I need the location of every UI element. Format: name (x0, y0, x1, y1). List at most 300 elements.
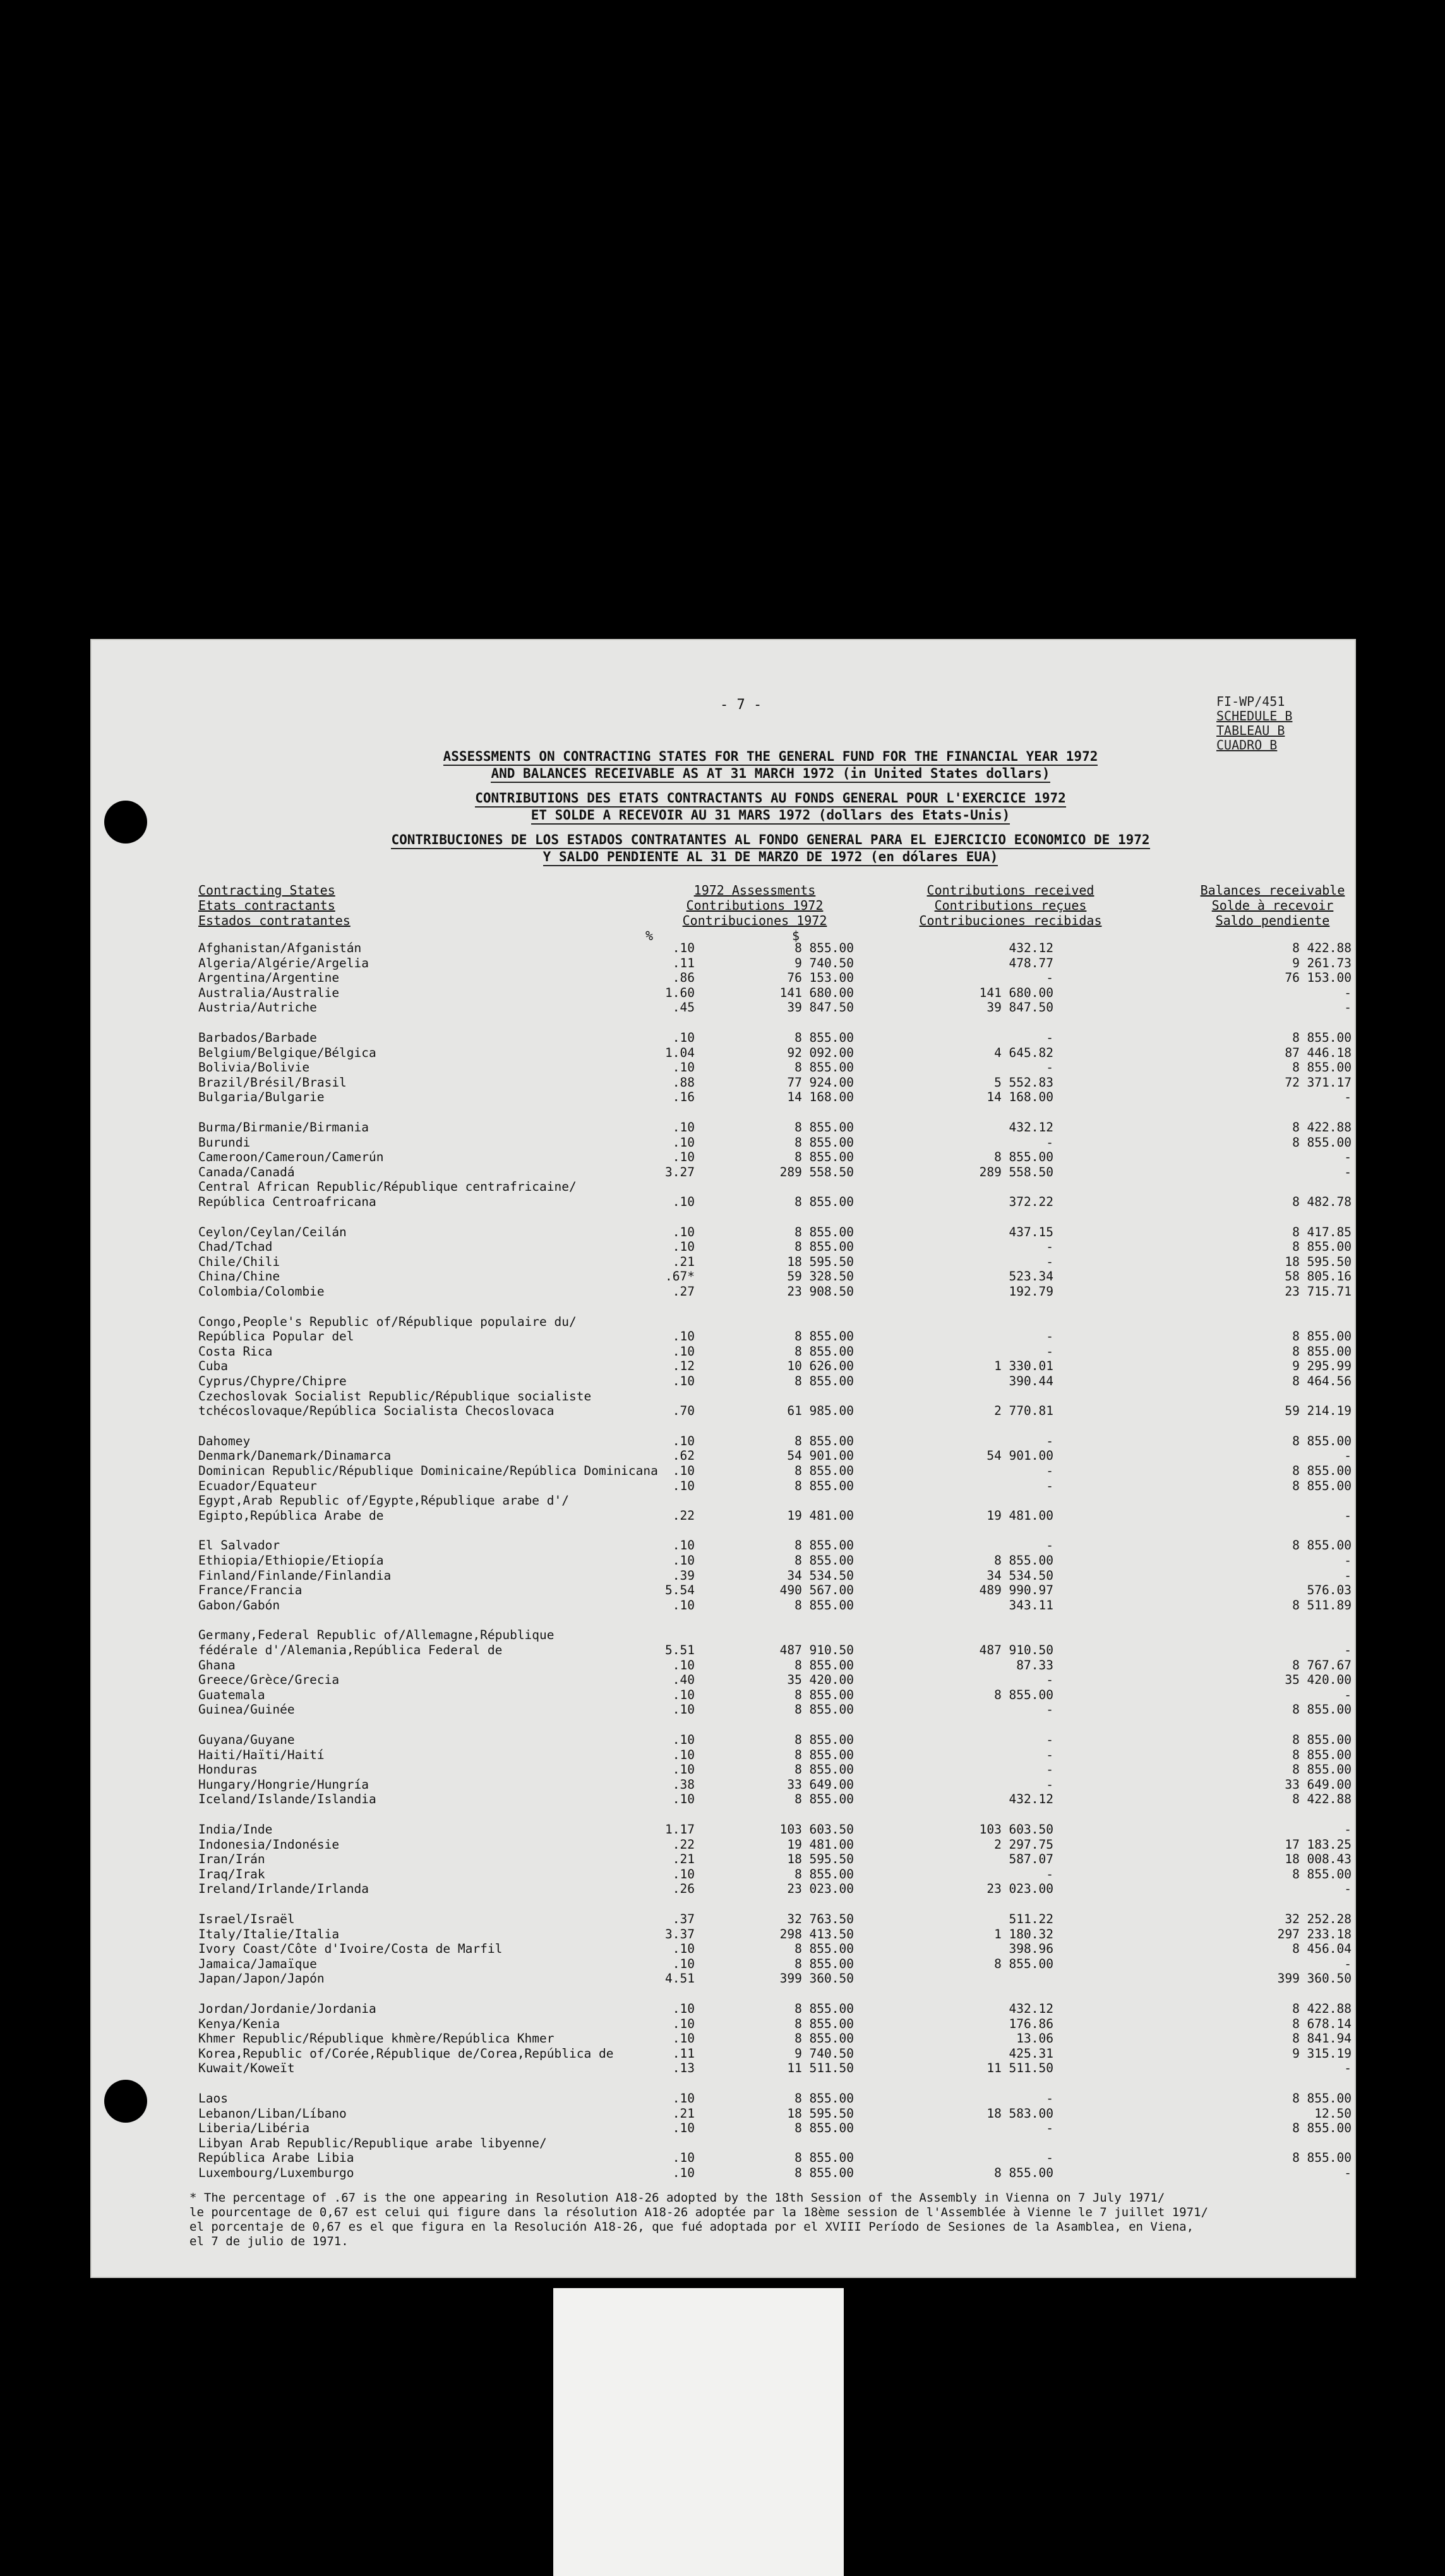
assessment-percent: .45 (672, 1000, 695, 1015)
contributions-received: 587.07 (1009, 1852, 1053, 1866)
state-name: Australia/Australie (198, 986, 340, 1000)
state-name: Ethiopia/Ethiopie/Etiopía (198, 1553, 384, 1568)
assessment-percent: 3.37 (665, 1927, 695, 1941)
balance-receivable: 8 678.14 (1292, 2017, 1352, 2031)
contributions-received: - (1046, 1135, 1053, 1150)
contributions-received: - (1046, 1479, 1053, 1493)
contributions-received: 432.12 (1009, 941, 1053, 955)
assessment-amount (714, 1179, 854, 1195)
assessment-amount: 33 649.00 (787, 1777, 854, 1792)
assessment-percent: .10 (672, 1434, 695, 1448)
assessment-percent: .10 (672, 1598, 695, 1613)
assessment-percent: .10 (672, 1120, 695, 1135)
balance-receivable: 8 855.00 (1292, 1867, 1352, 1881)
state-name: Barbados/Barbade (198, 1030, 317, 1045)
state-name: Afghanistan/Afganistán (198, 941, 362, 955)
contributions-received: - (1046, 1464, 1053, 1478)
assessment-percent: .10 (672, 1867, 695, 1881)
state-name: Costa Rica (198, 1344, 273, 1359)
assessment-percent (638, 1179, 695, 1195)
contributions-received: 87.33 (1016, 1658, 1053, 1673)
assessment-percent: .26 (672, 1881, 695, 1896)
contributions-received: 343.11 (1009, 1598, 1053, 1613)
assessment-amount: 8 855.00 (794, 1434, 854, 1448)
assessment-amount: 14 168.00 (787, 1090, 854, 1104)
contributions-received: 8 855.00 (994, 1553, 1053, 1568)
assessment-amount: 8 855.00 (794, 2031, 854, 2046)
assessment-amount: 8 855.00 (794, 1732, 854, 1747)
assessment-percent: .10 (672, 1374, 695, 1388)
state-name: Austria/Autriche (198, 1000, 317, 1015)
assessment-amount: 8 855.00 (794, 1957, 854, 1971)
contributions-received (909, 1315, 1053, 1330)
state-name: Lebanon/Liban/Líbano (198, 2106, 347, 2121)
balance-receivable (1202, 1493, 1352, 1508)
contributions-received: - (1046, 1255, 1053, 1269)
balance-receivable (1202, 1315, 1352, 1330)
assessment-amount: 8 855.00 (794, 1538, 854, 1553)
assessment-amount: 8 855.00 (794, 1120, 854, 1135)
contributions-received: 1 330.01 (994, 1359, 1053, 1373)
assessment-percent: 5.51 (665, 1643, 695, 1657)
state-name: Libyan Arab Republic/Republique arabe libyenne/ (198, 2136, 547, 2150)
contributions-received: 4 645.82 (994, 1046, 1053, 1060)
balance-receivable: - (1344, 1957, 1352, 1971)
balance-receivable: 8 855.00 (1292, 1748, 1352, 1762)
state-name: Chad/Tchad (198, 1239, 273, 1254)
assessment-percent: .10 (672, 1150, 695, 1164)
balance-receivable: 8 767.67 (1292, 1658, 1352, 1673)
contributions-received: 18 583.00 (986, 2106, 1053, 2121)
state-name: Finland/Finlande/Finlandia (198, 1568, 392, 1583)
assessment-amount: 8 855.00 (794, 1762, 854, 1777)
assessment-amount: 8 855.00 (794, 2017, 854, 2031)
state-name: Argentina/Argentine (198, 970, 340, 985)
contributions-received: 39 847.50 (986, 1000, 1053, 1015)
header-received: Contributions received Contributions reçues Contribuciones recibidas (919, 883, 1102, 928)
assessment-amount: 8 855.00 (794, 1867, 854, 1881)
assessment-percent: .10 (672, 1941, 695, 1956)
balance-receivable: - (1344, 986, 1352, 1000)
contributions-received: 390.44 (1009, 1374, 1053, 1388)
contributions-received: - (1046, 1673, 1053, 1687)
assessment-percent: .10 (672, 2166, 695, 2180)
assessment-amount: 289 558.50 (779, 1165, 854, 1179)
assessment-percent: .10 (672, 1060, 695, 1075)
punch-hole (104, 2080, 147, 2123)
state-name: Guatemala (198, 1688, 265, 1702)
assessment-amount (714, 1315, 854, 1330)
state-name: Hungary/Hongrie/Hungría (198, 1777, 369, 1792)
assessment-percent: .10 (672, 1135, 695, 1150)
contributions-received: - (1046, 1732, 1053, 1747)
assessment-percent: .10 (672, 2121, 695, 2135)
balance-receivable: 8 456.04 (1292, 1941, 1352, 1956)
assessment-amount: 103 603.50 (779, 1822, 854, 1837)
state-name: fédérale d'/Alemania,República Federal de (198, 1643, 503, 1657)
contributions-received: 34 534.50 (986, 1568, 1053, 1583)
assessment-percent: .10 (672, 1553, 695, 1568)
contributions-received (909, 1628, 1053, 1643)
state-name: India/Inde (198, 1822, 273, 1837)
contributions-received (909, 2136, 1053, 2151)
contributions-received: - (1046, 970, 1053, 985)
assessment-percent: .10 (672, 1538, 695, 1553)
balance-receivable: - (1344, 1508, 1352, 1523)
assessment-amount: 298 413.50 (779, 1927, 854, 1941)
balance-receivable: 33 649.00 (1285, 1777, 1352, 1792)
contributions-received: 2 297.75 (994, 1837, 1053, 1852)
balance-receivable: 12.50 (1314, 2106, 1352, 2121)
assessment-amount: 8 855.00 (794, 1195, 854, 1209)
assessment-amount: 18 595.50 (787, 1852, 854, 1866)
assessment-amount: 77 924.00 (787, 1075, 854, 1090)
balance-receivable: 9 261.73 (1292, 956, 1352, 970)
state-name: Egipto,República Arabe de (198, 1508, 384, 1523)
punch-hole (104, 801, 147, 844)
contributions-received: 14 168.00 (986, 1090, 1053, 1104)
assessment-amount: 19 481.00 (787, 1837, 854, 1852)
assessment-amount: 8 855.00 (794, 2150, 854, 2165)
balance-receivable: 8 855.00 (1292, 1239, 1352, 1254)
balance-receivable: 8 855.00 (1292, 1702, 1352, 1717)
balance-receivable: 59 214.19 (1285, 1404, 1352, 1418)
contributions-received: 141 680.00 (979, 986, 1053, 1000)
state-name: Kenya/Kenia (198, 2017, 280, 2031)
assessment-amount: 59 328.50 (787, 1269, 854, 1284)
assessment-percent: .10 (672, 1688, 695, 1702)
contributions-received: 2 770.81 (994, 1404, 1053, 1418)
balance-receivable: 8 464.56 (1292, 1374, 1352, 1388)
assessment-percent: 1.60 (665, 986, 695, 1000)
assessment-percent: .10 (672, 1792, 695, 1806)
assessment-percent: .10 (672, 2017, 695, 2031)
assessment-percent: .10 (672, 1195, 695, 1209)
balance-receivable: 8 855.00 (1292, 1030, 1352, 1045)
balance-receivable: 8 511.89 (1292, 1598, 1352, 1613)
balance-receivable: - (1344, 1150, 1352, 1164)
assessment-percent (638, 1493, 695, 1508)
state-name: China/Chine (198, 1269, 280, 1284)
state-name: Colombia/Colombie (198, 1284, 325, 1299)
balance-receivable: 8 422.88 (1292, 1120, 1352, 1135)
assessment-percent: .38 (672, 1777, 695, 1792)
state-name: Luxembourg/Luxemburgo (198, 2166, 354, 2180)
assessment-amount: 8 855.00 (794, 1030, 854, 1045)
contributions-received: - (1046, 2150, 1053, 2165)
state-name: Ivory Coast/Côte d'Ivoire/Costa de Marfil (198, 1941, 503, 1956)
state-name: Cameroon/Cameroun/Camerún (198, 1150, 384, 1164)
assessment-percent: .10 (672, 1329, 695, 1344)
assessment-amount: 8 855.00 (794, 1329, 854, 1344)
assessment-percent: .37 (672, 1912, 695, 1926)
contributions-received: 398.96 (1009, 1941, 1053, 1956)
assessment-amount: 8 855.00 (794, 1060, 854, 1075)
balance-receivable: - (1344, 2166, 1352, 2180)
assessment-amount: 8 855.00 (794, 1688, 854, 1702)
balance-receivable: 8 422.88 (1292, 941, 1352, 955)
assessment-amount: 8 855.00 (794, 1344, 854, 1359)
contributions-received: - (1046, 1030, 1053, 1045)
balance-receivable: 18 595.50 (1285, 1255, 1352, 1269)
state-name: Liberia/Libéria (198, 2121, 310, 2135)
contributions-received: 489 990.97 (979, 1583, 1053, 1597)
balance-receivable: - (1344, 1165, 1352, 1179)
balance-receivable: 8 855.00 (1292, 1762, 1352, 1777)
balance-receivable: 8 417.85 (1292, 1225, 1352, 1239)
balance-receivable: 8 855.00 (1292, 2150, 1352, 2165)
contributions-received: - (1046, 1748, 1053, 1762)
balance-receivable: - (1344, 2061, 1352, 2075)
state-name: Algeria/Algérie/Argelia (198, 956, 369, 970)
state-name: Bulgaria/Bulgarie (198, 1090, 325, 1104)
state-name: República Arabe Libia (198, 2150, 354, 2165)
state-name: Iceland/Islande/Islandia (198, 1792, 376, 1806)
contributions-received: 8 855.00 (994, 2166, 1053, 2180)
assessment-percent: .10 (672, 1464, 695, 1478)
assessment-amount: 8 855.00 (794, 2091, 854, 2106)
balance-receivable: - (1344, 1688, 1352, 1702)
assessment-percent: .40 (672, 1673, 695, 1687)
state-name: Bolivia/Bolivie (198, 1060, 310, 1075)
assessment-percent: .10 (672, 2150, 695, 2165)
assessment-percent: .10 (672, 1762, 695, 1777)
contributions-received: 372.22 (1009, 1195, 1053, 1209)
contributions-received (909, 1493, 1053, 1508)
document-titles (379, 749, 1162, 874)
assessment-percent: .88 (672, 1075, 695, 1090)
header-percent-symbol: % (645, 928, 654, 943)
balance-receivable: 8 855.00 (1292, 1479, 1352, 1493)
assessment-amount: 8 855.00 (794, 2166, 854, 2180)
assessment-percent: .10 (672, 1239, 695, 1254)
state-name: Gabon/Gabón (198, 1598, 280, 1613)
assessment-amount: 76 153.00 (787, 970, 854, 985)
assessment-amount: 399 360.50 (779, 1971, 854, 1986)
assessment-amount (714, 2136, 854, 2151)
assessment-percent: .10 (672, 941, 695, 955)
contributions-received: - (1046, 1344, 1053, 1359)
assessment-amount: 8 855.00 (794, 1374, 854, 1388)
balance-receivable (1202, 2136, 1352, 2151)
contributions-received: 103 603.50 (979, 1822, 1053, 1837)
assessment-amount: 18 595.50 (787, 2106, 854, 2121)
contributions-received: 432.12 (1009, 1120, 1053, 1135)
assessment-amount: 9 740.50 (794, 2046, 854, 2061)
assessment-percent: .21 (672, 1255, 695, 1269)
assessment-amount: 8 855.00 (794, 1225, 854, 1239)
balance-receivable: 35 420.00 (1285, 1673, 1352, 1687)
assessment-amount: 9 740.50 (794, 956, 854, 970)
state-name: Belgium/Belgique/Bélgica (198, 1046, 376, 1060)
assessment-percent: .22 (672, 1508, 695, 1523)
page-number: - 7 - (720, 697, 762, 713)
state-name: Guinea/Guinée (198, 1702, 295, 1717)
state-name: Laos (198, 2091, 228, 2106)
header-states: Contracting States Etats contractants Estados contratantes (198, 883, 351, 928)
state-name: El Salvador (198, 1538, 280, 1553)
contributions-received: - (1046, 1434, 1053, 1448)
state-name: Jamaica/Jamaïque (198, 1957, 317, 1971)
state-name: Dominican Republic/République Dominicaine/República Dominicana (198, 1464, 658, 1478)
assessment-percent: .21 (672, 2106, 695, 2121)
assessment-amount: 34 534.50 (787, 1568, 854, 1583)
contributions-received: 437.15 (1009, 1225, 1053, 1239)
assessment-amount: 8 855.00 (794, 2121, 854, 2135)
balance-receivable (1202, 1389, 1352, 1404)
title-french: CONTRIBUTIONS DES ETATS CONTRACTANTS AU FONDS GENERAL POUR L'EXERCICE 1972 ET SOLDE A RECEVOIR AU 31 MARS 1972 (dollars des Etats-Unis) (379, 790, 1162, 825)
assessment-percent (638, 2136, 695, 2151)
state-name: tchécoslovaque/República Socialista Checoslovaca (198, 1404, 555, 1418)
contributions-received: 23 023.00 (986, 1881, 1053, 1896)
state-name: Greece/Grèce/Grecia (198, 1673, 340, 1687)
contributions-received: - (1046, 1538, 1053, 1553)
assessment-percent: .67* (665, 1269, 695, 1284)
assessment-amount: 11 511.50 (787, 2061, 854, 2075)
state-name: Ireland/Irlande/Irlanda (198, 1881, 369, 1896)
assessment-percent: .16 (672, 1090, 695, 1104)
assessment-amount: 490 567.00 (779, 1583, 854, 1597)
assessment-percent: .11 (672, 956, 695, 970)
balance-receivable: 9 315.19 (1292, 2046, 1352, 2061)
assessment-percent: .10 (672, 1479, 695, 1493)
state-name: Iran/Irán (198, 1852, 265, 1866)
balance-receivable (1202, 1179, 1352, 1195)
contributions-received: - (1046, 1777, 1053, 1792)
balance-receivable (1202, 1628, 1352, 1643)
assessment-amount: 8 855.00 (794, 2001, 854, 2016)
assessment-amount: 8 855.00 (794, 941, 854, 955)
assessment-amount: 8 855.00 (794, 1941, 854, 1956)
assessment-percent: .11 (672, 2046, 695, 2061)
balance-receivable: 87 446.18 (1285, 1046, 1352, 1060)
assessment-percent: .10 (672, 1957, 695, 1971)
assessment-amount: 8 855.00 (794, 1748, 854, 1762)
assessment-amount: 8 855.00 (794, 1553, 854, 1568)
balance-receivable: - (1344, 1643, 1352, 1657)
assessment-amount: 8 855.00 (794, 1150, 854, 1164)
contributions-received (909, 1179, 1053, 1195)
contributions-received: - (1046, 1329, 1053, 1344)
assessment-amount: 35 420.00 (787, 1673, 854, 1687)
balance-receivable: 8 841.94 (1292, 2031, 1352, 2046)
balance-receivable: 8 855.00 (1292, 1538, 1352, 1553)
state-name: Israel/Israël (198, 1912, 295, 1926)
assessment-amount: 10 626.00 (787, 1359, 854, 1373)
contributions-received: 54 901.00 (986, 1448, 1053, 1463)
assessment-amount: 8 855.00 (794, 1598, 854, 1613)
state-name: Congo,People's Republic of/République populaire du/ (198, 1315, 577, 1329)
state-name: República Popular del (198, 1329, 354, 1344)
contributions-received: 478.77 (1009, 956, 1053, 970)
balance-receivable: 8 855.00 (1292, 1732, 1352, 1747)
assessment-amount: 18 595.50 (787, 1255, 854, 1269)
state-name: República Centroafricana (198, 1195, 376, 1209)
contributions-received: 511.22 (1009, 1912, 1053, 1926)
assessment-percent: .10 (672, 1748, 695, 1762)
assessment-amount: 23 023.00 (787, 1881, 854, 1896)
contributions-received: 523.34 (1009, 1269, 1053, 1284)
assessment-amount: 92 092.00 (787, 1046, 854, 1060)
balance-receivable: 297 233.18 (1277, 1927, 1352, 1941)
assessment-percent: .27 (672, 1284, 695, 1299)
state-name: Khmer Republic/République khmère/República Khmer (198, 2031, 555, 2046)
state-name: Japan/Japon/Japón (198, 1971, 325, 1986)
state-name: Italy/Italie/Italia (198, 1927, 340, 1941)
state-name: Canada/Canadá (198, 1165, 295, 1179)
state-name: Brazil/Brésil/Brasil (198, 1075, 347, 1090)
contributions-received: 8 855.00 (994, 1688, 1053, 1702)
balance-receivable: 23 715.71 (1285, 1284, 1352, 1299)
state-name: Denmark/Danemark/Dinamarca (198, 1448, 392, 1463)
balance-receivable: 8 855.00 (1292, 1344, 1352, 1359)
assessment-amount (714, 1628, 854, 1643)
assessment-percent: .10 (672, 1732, 695, 1747)
assessment-amount: 487 910.50 (779, 1643, 854, 1657)
contributions-received: 1 180.32 (994, 1927, 1053, 1941)
state-name: Cuba (198, 1359, 228, 1373)
contributions-received (909, 1389, 1053, 1404)
contributions-received: 425.31 (1009, 2046, 1053, 2061)
balance-receivable: 9 295.99 (1292, 1359, 1352, 1373)
state-name: Jordan/Jordanie/Jordania (198, 2001, 376, 2016)
contributions-received (909, 1971, 1053, 1986)
document-reference: FI-WP/451 SCHEDULE B TABLEAU B CUADRO B (1216, 694, 1293, 753)
assessment-amount: 61 985.00 (787, 1404, 854, 1418)
contributions-received: 11 511.50 (986, 2061, 1053, 2075)
balance-receivable: 76 153.00 (1285, 970, 1352, 985)
balance-receivable: 32 252.28 (1285, 1912, 1352, 1926)
state-name: Korea,Republic of/Corée,République de/Corea,República de (198, 2046, 614, 2061)
balance-receivable: 8 422.88 (1292, 2001, 1352, 2016)
assessment-percent: .86 (672, 970, 695, 985)
paper-tab (553, 2288, 844, 2576)
assessment-amount: 32 763.50 (787, 1912, 854, 1926)
contributions-received: 13.06 (1016, 2031, 1053, 2046)
assessment-amount: 8 855.00 (794, 1702, 854, 1717)
assessment-amount: 19 481.00 (787, 1508, 854, 1523)
assessment-amount: 39 847.50 (787, 1000, 854, 1015)
balance-receivable: - (1344, 1000, 1352, 1015)
contributions-received: 176.86 (1009, 2017, 1053, 2031)
state-name: Honduras (198, 1762, 258, 1777)
assessment-percent: 5.54 (665, 1583, 695, 1597)
state-name: Burundi (198, 1135, 251, 1150)
contributions-received: 8 855.00 (994, 1150, 1053, 1164)
balance-receivable: 17 183.25 (1285, 1837, 1352, 1852)
contributions-received: 289 558.50 (979, 1165, 1053, 1179)
assessment-percent (638, 1389, 695, 1404)
balance-receivable: 8 855.00 (1292, 1464, 1352, 1478)
contributions-received: - (1046, 1762, 1053, 1777)
assessment-percent: 1.04 (665, 1046, 695, 1060)
assessment-percent: .10 (672, 1702, 695, 1717)
balance-receivable: - (1344, 1568, 1352, 1583)
assessment-percent: 1.17 (665, 1822, 695, 1837)
footnote: * The percentage of .67 is the one appearing in Resolution A18-26 adopted by the 18th Session of the Assembly in Vienna on 7 July 1971/ le pourcentage de 0,67 est celui qui figure dans la résolution A18-26 adoptée par la 18ème session de l'Assemblée à Vienne le 7 juillet 1971/ el porcentaje de 0,67 es el que figura en la Resolución A18-26, que fué adoptada por el XVIII Período de Sesiones de la Asamblea, en Viena, el 7 de julio de 1971. (189, 2191, 1208, 2248)
state-name: Germany,Federal Republic of/Allemagne,République (198, 1628, 555, 1642)
balance-receivable: - (1344, 1553, 1352, 1568)
contributions-received: - (1046, 1060, 1053, 1075)
balance-receivable: 58 805.16 (1285, 1269, 1352, 1284)
assessment-percent: .21 (672, 1852, 695, 1866)
state-name: Ecuador/Equateur (198, 1479, 317, 1493)
contributions-received: 432.12 (1009, 2001, 1053, 2016)
balance-receivable: 8 855.00 (1292, 1434, 1352, 1448)
balance-receivable: - (1344, 1822, 1352, 1837)
state-name: France/Francia (198, 1583, 303, 1597)
state-name: Ghana (198, 1658, 236, 1673)
